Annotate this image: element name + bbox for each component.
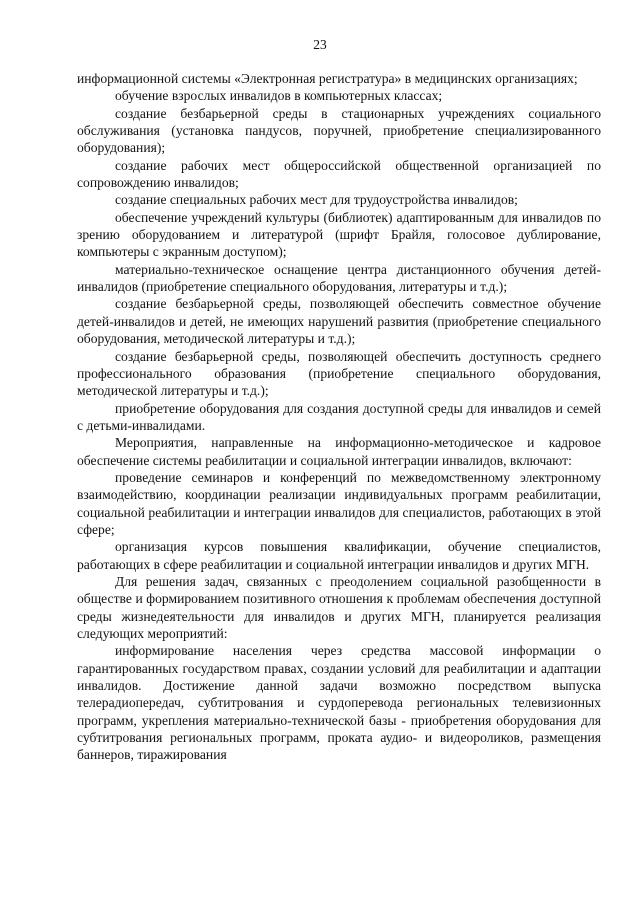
paragraph: информирование населения через средства массовой информации о гарантированных государством правах, создании условий для реабилитации и адаптации инвалидов. Достижение данной задачи возможно посредством выпуска телерадиопередач, субтитрования и сурдоперевода региональных телевизионных программ, укрепления материально-технической базы - приобретения оборудования для субтитрования региональных программ, проката аудио- и видеороликов, размещения баннеров, тиражирования: [77, 643, 601, 763]
paragraph: проведение семинаров и конференций по межведомственному электронному взаимодействию, координации реализации индивидуальных программ реабилитации, социальной реабилитации и интеграции инвалидов для специалистов, работающих в этой сфере;: [77, 469, 601, 537]
paragraph: создание специальных рабочих мест для трудоустройства инвалидов;: [115, 192, 518, 208]
paragraph: создание безбарьерной среды, позволяющей обеспечить совместное обучение детей-инвалидов и детей, не имеющих нарушений развития (приобретение специального оборудования, методической литературы и т.д.);: [77, 296, 601, 347]
paragraph: создание безбарьерной среды в стационарных учреждениях социального обслуживания (установка пандусов, поручней, приобретение специализированного оборудования);: [77, 105, 601, 156]
paragraph: приобретение оборудования для создания доступной среды для инвалидов и семей с детьми-инвалидами.: [77, 400, 601, 433]
paragraph: Для решения задач, связанных с преодолением социальной разобщенности в обществе и формированием позитивного отношения к проблемам обеспечения доступной среды жизнедеятельности для инвалидов и других МГН, планируется реализация следующих мероприятий:: [77, 573, 601, 641]
paragraph: организация курсов повышения квалификации, обучение специалистов, работающих в сфере реабилитации и социальной интеграции инвалидов и других МГН.: [77, 539, 601, 572]
paragraph: материально-техническое оснащение центра дистанционного обучения детей-инвалидов (приобретение специального оборудования, литературы и т.д.);: [77, 261, 601, 295]
paragraph: Мероприятия, направленные на информационно-методическое и кадровое обеспечение системы реабилитации и социальной интеграции инвалидов, включают:: [77, 435, 601, 468]
paragraph: создание безбарьерной среды, позволяющей обеспечить доступность среднего профессионального образования (приобретение специального оборудования, методической литературы и т.д.);: [77, 348, 601, 399]
paragraph: создание рабочих мест общероссийской общественной организацией по сопровождению инвалидов;: [77, 157, 601, 191]
paragraph: обучение взрослых инвалидов в компьютерных классах;: [115, 88, 443, 104]
paragraph: обеспечение учреждений культуры (библиотек) адаптированным для инвалидов по зрению оборудованием и литературой (шрифт Брайля, голосовое дублирование, компьютеры с экранным доступом);: [77, 209, 601, 260]
paragraph: информационной системы «Электронная регистратура» в медицинских организациях;: [77, 71, 578, 86]
page-number: 23: [313, 37, 327, 52]
document-body: [77, 70, 601, 764]
